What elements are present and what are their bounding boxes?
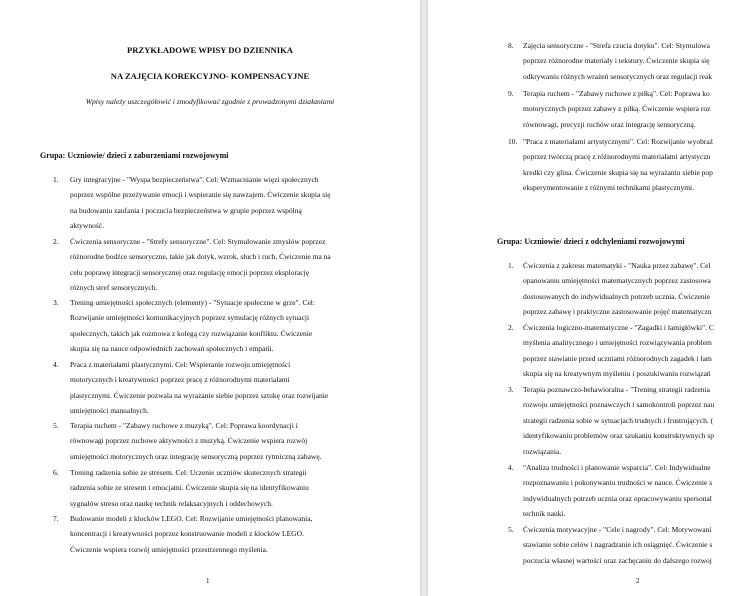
list-item-number: 4. bbox=[508, 463, 514, 472]
list-item-number: 5. bbox=[53, 421, 59, 430]
list-item-number: 1. bbox=[508, 261, 514, 270]
list-item-number: 10. bbox=[508, 137, 518, 146]
list-item bbox=[508, 460, 712, 522]
list-item-text-line: Terapia ruchem - "Zabawy ruchowe z piłką". Cel: Poprawa ko bbox=[523, 89, 710, 98]
list-item-text-line: rozwiązania. bbox=[523, 446, 562, 456]
list-item-text-line: motorycznych i kreatywności poprzez pracę z różnorodnymi materiałami bbox=[70, 375, 290, 385]
list-item-text-line: eksperymentowanie z różnymi technikami plastycznymi. bbox=[523, 183, 694, 193]
list-item-text-line: Ćwiczenia logiczno-matematyczne - "Zagadki i łamigłówki". C bbox=[523, 323, 714, 332]
list-item-text-line: myślenia analitycznego i umiejętności rozwiązywania problem bbox=[523, 338, 712, 348]
list-item bbox=[53, 295, 315, 357]
list-item bbox=[53, 465, 309, 511]
list-item-text-line: Trening radzenia sobie ze stresem. Cel: Uczenie uczniów skutecznych strategii bbox=[70, 468, 307, 477]
list-item-text-line: rozwoju umiejętności poznawczych i samokontroli poprzez nau bbox=[523, 400, 715, 410]
list-item-number: 3. bbox=[53, 298, 59, 307]
list-item-text-line: kredki czy glina. Ćwiczenie skupia się na wyrażaniu siebie pop bbox=[523, 167, 713, 177]
list-item-number: 1. bbox=[53, 175, 59, 184]
list-item-text-line: społecznych, takich jak rozmowa z kolegą czy rozwiązanie konfliktu. Ćwiczenie bbox=[70, 328, 313, 338]
list-item-text-line: skupia się na nauce odpowiednich zachowań społecznych i empatii. bbox=[70, 344, 274, 354]
list-item-number: 5. bbox=[508, 525, 514, 534]
list-item-text-line: Trening umiejętności społecznych (elementy) - "Sytuacje społeczne w grze". Cel: bbox=[70, 298, 315, 307]
list-item bbox=[508, 38, 712, 84]
list-item-text-line: poprzez wspólne przeżywanie emocji i wspieranie się nawzajem. Ćwiczenie skupia się bbox=[70, 190, 331, 200]
list-item-text-line: Ćwiczenia motywacyjne - "Cele i nagrody". Cel: Motywowani bbox=[523, 525, 712, 534]
page-number: 2 bbox=[636, 577, 640, 585]
list-item-text-line: równowagi, precyzji ruchów oraz integrację sensoryczną. bbox=[523, 119, 696, 129]
list-item bbox=[53, 172, 331, 234]
list-item-text-line: poprzez różnorodne materiały i tekstury. Ćwiczenie skupia się bbox=[523, 56, 710, 66]
list-item-text-line: Ćwiczenia sensoryczne - "Strefy sensoryczne". Cel: Stymulowanie zmysłów poprzez bbox=[70, 237, 326, 246]
list-item-text-line: różnorodne bodźce sensoryczne, takie jak dotyk, wzrok, słuch i ruch. Ćwiczenie ma na bbox=[70, 252, 331, 262]
list-item-text-line: poprzez stawianie przed uczniami różnorodnych zagadek i łam bbox=[523, 353, 712, 363]
list-item bbox=[53, 357, 328, 419]
list-item bbox=[508, 258, 712, 320]
list-item bbox=[508, 134, 713, 196]
list-item bbox=[53, 234, 331, 296]
list-item-text-line: "Analiza trudności i planowanie wsparcia". Cel: Indywidualne bbox=[523, 463, 711, 472]
list-item-text-line: poprzez twórczą pracę z różnorodnymi materiałami artystyczn bbox=[523, 152, 711, 162]
list-item-text-line: celu poprawę integracji sensorycznej oraz regulację emocji poprzez eksplorację bbox=[70, 267, 310, 277]
list-item-text-line: umiejętności motorycznych oraz integrację sensoryczną poprzez rytmiczną zabawę. bbox=[70, 451, 322, 461]
list-item-text-line: poprzez zabawę i praktyczne zastosowanie pojęć matematyczn bbox=[523, 307, 712, 317]
list-item-text-line: indywidualnych potrzeb ucznia oraz opracowywaniu spersonal bbox=[523, 493, 712, 503]
document-subtitle-heading: NA ZAJĘCIA KOREKCYJNO- KOMPENSACYJNE bbox=[110, 71, 310, 81]
list-item-text-line: plastycznymi. Ćwiczenie pozwala na wyrażanie siebie poprzez sztukę oraz rozwijanie bbox=[70, 390, 329, 400]
list-item-text-line: stawianie sobie celów i nagradzanie ich osiągnięć. Ćwiczenie s bbox=[523, 540, 713, 550]
list-item-text-line: Budowanie modeli z klocków LEGO. Cel: Rozwijanie umiejętności planowania, bbox=[70, 514, 313, 523]
list-item-text-line: równowagi poprzez ruchowe aktywności z muzyką. Ćwiczenie wspiera rozwój bbox=[70, 436, 308, 446]
list-item-text-line: Rozwijanie umiejętności komunikacyjnych poprzez symulację różnych sytuacji bbox=[70, 313, 310, 323]
list-item-text-line: rozpoznawaniu i pokonywaniu trudności w nauce. Ćwiczenie s bbox=[523, 478, 713, 488]
list-item-text-line: sygnałów stresu oraz naukę technik relaksacyjnych i oddechowych. bbox=[70, 498, 273, 508]
list-item-number: 4. bbox=[53, 360, 59, 369]
list-item bbox=[508, 522, 712, 568]
list-item-text-line: strategii radzenia sobie w sytuacjach trudnych i frustrujących. ( bbox=[523, 415, 714, 425]
list-item-text-line: poczucia własnej wartości oraz zachęcaniu do dalszego rozwoj bbox=[523, 555, 712, 565]
list-item-text-line: umiejętności manualnych. bbox=[70, 406, 149, 416]
document-title: PRZYKŁADOWE WPISY DO DZIENNIKA bbox=[127, 45, 293, 55]
page-number: 1 bbox=[206, 577, 210, 585]
list-item-text-line: odkrywaniu różnych wrażeń sensorycznych oraz regulacji reak bbox=[523, 71, 713, 81]
list-item-number: 9. bbox=[508, 89, 514, 98]
document-instruction: Wpisy należy uszczegółowić i zmodyfikować zgodnie z prowadzonymi działaniami bbox=[85, 97, 335, 106]
list-item-text-line: skupia się na kreatywnym myśleniu i poszukiwaniu rozwiązań bbox=[523, 369, 711, 379]
list-item-number: 6. bbox=[53, 468, 59, 477]
list-item-text-line: motorycznych poprzez zabawy z piłką. Ćwiczenie wspiera roz bbox=[523, 104, 711, 114]
list-item-text-line: Gry integracyjne - "Wyspa bezpieczeństwa". Cel: Wzmacnianie więzi społecznych bbox=[70, 175, 319, 184]
list-item-number: 2. bbox=[53, 237, 59, 246]
list-item bbox=[53, 418, 322, 464]
list-item-text-line: Terapia ruchem - "Zabawy ruchowe z muzyką". Cel: Poprawa koordynacji i bbox=[70, 421, 298, 430]
group-heading-developmental-deviations: Grupa: Uczniowie/ dzieci z odchyleniami rozwojowymi bbox=[497, 237, 685, 246]
list-item bbox=[508, 320, 714, 382]
list-item-text-line: Ćwiczenie wspiera rozwój umiejętności przestrzennego myślenia. bbox=[70, 544, 268, 554]
list-item-text-line: opanowaniu umiejętności matematycznych poprzez zastosowa bbox=[523, 276, 711, 286]
list-item bbox=[508, 86, 710, 132]
list-item-text-line: technik nauki. bbox=[523, 509, 566, 519]
list-item-number: 3. bbox=[508, 385, 514, 394]
list-item-text-line: "Praca z materiałami artystycznymi". Cel: Rozwijanie wyobraź bbox=[523, 137, 714, 146]
list-item-text-line: Terapia poznawczo-behawioralna - "Trening strategii radzenia bbox=[523, 385, 710, 394]
list-item-text-line: różnych stref sensorycznych. bbox=[70, 283, 158, 293]
list-item-text-line: Praca z materiałami plastycznymi. Cel: Wspieranie rozwoju umiejętności bbox=[70, 360, 291, 369]
list-item-text-line: aktywność. bbox=[70, 221, 104, 231]
list-item-text-line: dostosowanych do indywidualnych potrzeb ucznia. Ćwiczenie bbox=[523, 291, 711, 301]
list-item-text-line: na budowaniu zaufania i poczucia bezpieczeństwa w grupie poprzez wspólną bbox=[70, 205, 302, 215]
list-item-text-line: identyfikowaniu problemów oraz szukaniu konstruktywnych sp bbox=[523, 431, 715, 441]
list-item-text-line: radzenia sobie ze stresem i emocjami. Ćwiczenie skupia się na identyfikowaniu bbox=[70, 483, 309, 493]
list-item-number: 2. bbox=[508, 323, 514, 332]
list-item-text-line: Zajęcia sensoryczne - "Strefa czucia dotyku". Cel: Stymulowa bbox=[523, 41, 710, 50]
list-item-number: 8. bbox=[508, 41, 514, 50]
list-item-text-line: koncentracji i kreatywności poprzez konstruowanie modeli z klocków LEGO. bbox=[70, 529, 304, 539]
document-page-2 bbox=[428, 0, 750, 596]
list-item bbox=[508, 382, 714, 459]
list-item-text-line: Ćwiczenia z zakresu matematyki - "Nauka przez zabawę". Cel bbox=[523, 261, 711, 270]
group-heading-developmental-disorders: Grupa: Uczniowie/ dzieci z zaburzeniami rozwojowymi bbox=[40, 151, 229, 160]
list-item-number: 7. bbox=[53, 514, 59, 523]
list-item bbox=[53, 511, 312, 557]
